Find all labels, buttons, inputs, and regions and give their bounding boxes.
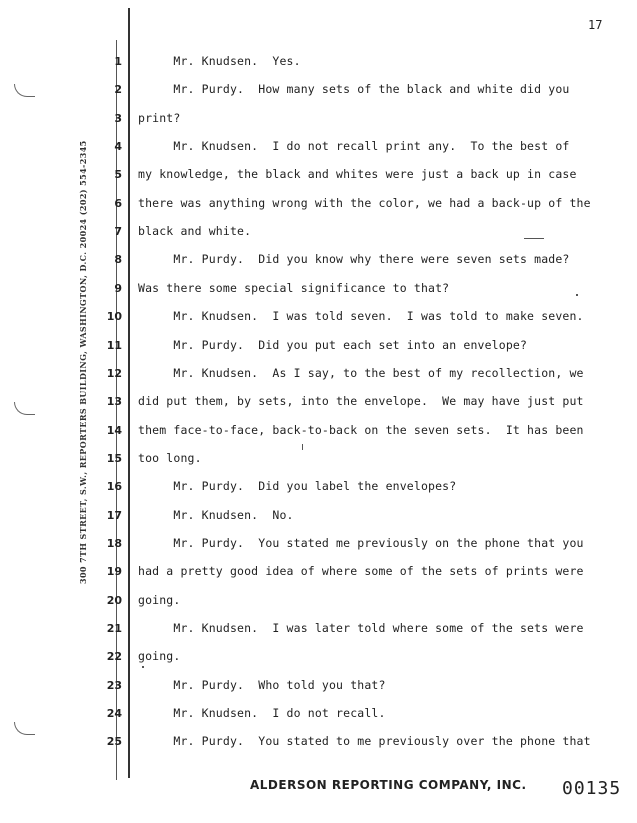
- transcript-line: Mr. Knudsen. I was told seven. I was told to make seven.: [138, 309, 584, 323]
- line-number: 9: [114, 282, 122, 295]
- line-number: 19: [106, 565, 122, 578]
- stray-mark: [142, 666, 144, 668]
- transcript-line: Mr. Purdy. Did you label the envelopes?: [138, 479, 457, 493]
- line-number: 16: [106, 480, 122, 493]
- line-number: 10: [106, 310, 122, 323]
- line-number: 14: [106, 424, 122, 437]
- margin-rule: [128, 8, 130, 778]
- line-number: 25: [106, 735, 122, 748]
- transcript-line: Mr. Purdy. Did you know why there were seven sets made?: [138, 252, 570, 266]
- punch-hole-mark: [14, 84, 35, 97]
- line-number: 3: [114, 112, 122, 125]
- line-number: 7: [114, 225, 122, 238]
- transcript-line: Mr. Knudsen. No.: [138, 508, 294, 522]
- punch-hole-mark: [14, 722, 35, 735]
- line-number: 17: [106, 509, 122, 522]
- line-number: 15: [106, 452, 122, 465]
- transcript-line: print?: [138, 111, 181, 125]
- transcript-line: Mr. Knudsen. I was later told where some of the sets were: [138, 621, 584, 635]
- reporting-company-footer: ALDERSON REPORTING COMPANY, INC.: [250, 778, 527, 792]
- transcript-line: Was there some special significance to that?: [138, 281, 450, 295]
- line-number: 13: [106, 395, 122, 408]
- stray-mark: [524, 238, 544, 239]
- transcript-line: Mr. Purdy. You stated me previously on the phone that you: [138, 536, 584, 550]
- line-number: 21: [106, 622, 122, 635]
- line-number: 11: [106, 339, 122, 352]
- line-number: 20: [106, 594, 122, 607]
- transcript-line: them face-to-face, back-to-back on the seven sets. It has been: [138, 423, 584, 437]
- transcript-line: had a pretty good idea of where some of the sets of prints were: [138, 564, 584, 578]
- line-number: 23: [106, 679, 122, 692]
- transcript-line: my knowledge, the black and whites were just a back up in case: [138, 167, 577, 181]
- transcript-line: too long.: [138, 451, 202, 465]
- line-number: 22: [106, 650, 122, 663]
- line-number: 24: [106, 707, 122, 720]
- page-number: 17: [588, 18, 603, 32]
- transcript-line: going.: [138, 649, 181, 663]
- line-number: 4: [114, 140, 122, 153]
- reporter-address: 300 7TH STREET, S.W., REPORTERS BUILDING, WASHINGTON, D.C. 20024 (202) 554-2345: [78, 140, 88, 584]
- line-number: 1: [114, 55, 122, 68]
- document-stamp-number: 00135: [562, 778, 622, 799]
- transcript-line: Mr. Knudsen. I do not recall.: [138, 706, 386, 720]
- transcript-line: Mr. Purdy. Did you put each set into an envelope?: [138, 338, 528, 352]
- stray-mark: [302, 444, 303, 450]
- line-number: 5: [114, 168, 122, 181]
- transcript-line: there was anything wrong with the color, we had a back-up of the: [138, 196, 591, 210]
- line-number: 12: [106, 367, 122, 380]
- line-number: 2: [114, 83, 122, 96]
- transcript-line: did put them, by sets, into the envelope. We may have just put: [138, 394, 584, 408]
- transcript-line: Mr. Purdy. Who told you that?: [138, 678, 386, 692]
- punch-hole-mark: [14, 402, 35, 415]
- transcript-line: going.: [138, 593, 181, 607]
- transcript-line: Mr. Purdy. You stated to me previously over the phone that: [138, 734, 591, 748]
- line-number: 18: [106, 537, 122, 550]
- transcript-line: Mr. Knudsen. As I say, to the best of my recollection, we: [138, 366, 584, 380]
- transcript-line: Mr. Purdy. How many sets of the black and white did you: [138, 82, 570, 96]
- line-number: 6: [114, 197, 122, 210]
- transcript-line: black and white.: [138, 224, 252, 238]
- line-number: 8: [114, 253, 122, 266]
- transcript-line: Mr. Knudsen. I do not recall print any. To the best of: [138, 139, 570, 153]
- transcript-line: Mr. Knudsen. Yes.: [138, 54, 301, 68]
